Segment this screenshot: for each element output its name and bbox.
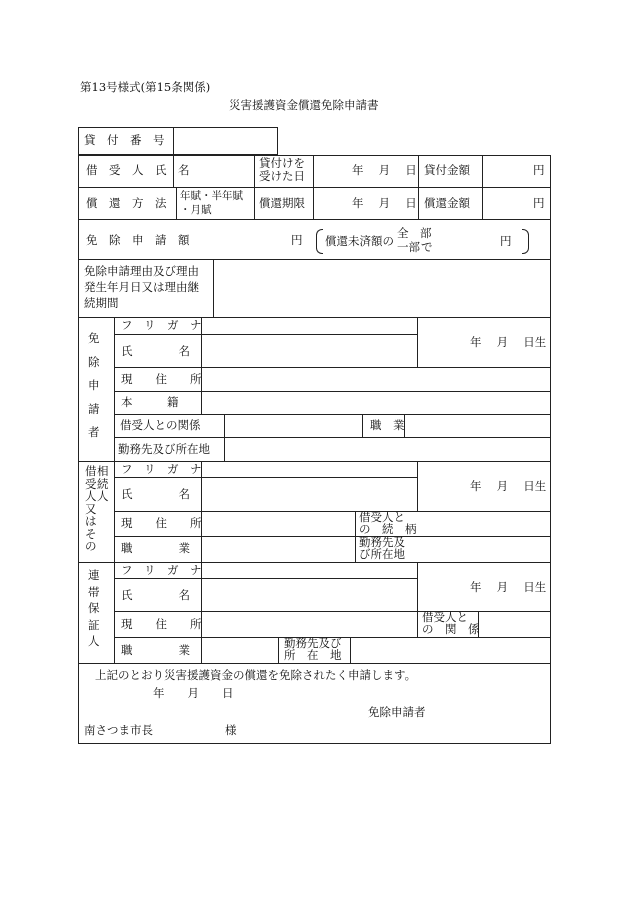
applicant-furigana-label: フ リ ガ ナ [121, 318, 202, 332]
addressee: 南さつま市長 [84, 723, 153, 737]
option-de: で [421, 240, 433, 254]
unpaid-yen: 円 [500, 234, 512, 248]
guarantor-address-label: 現 住 所 [121, 617, 202, 631]
option-part[interactable]: 一部 [397, 240, 420, 254]
borrower-name-field[interactable] [175, 157, 252, 185]
heir-furigana-label: フ リ ガ ナ [121, 462, 202, 476]
guarantor-relation-label-2: の 関 係 [422, 622, 480, 636]
reason-label-line-1: 免除申請理由及び理由 [84, 264, 199, 278]
repay-period-label: 償還期限 [259, 196, 305, 210]
application-statement: 上記のとおり災害援護資金の償還を免除されたく申請します。 [95, 668, 417, 682]
loan-number-field[interactable] [175, 129, 275, 153]
guarantor-furigana-label: フ リ ガ ナ [121, 563, 202, 577]
loan-number-label: 貸 付 番 号 [84, 133, 165, 147]
heir-workplace-label-2: び所在地 [359, 547, 405, 561]
guarantor-group-label: 連 帯 保 証 人 [88, 568, 100, 648]
reason-label-line-3: 続期間 [84, 296, 119, 310]
applicant-signature-label: 免除申請者 [368, 705, 426, 719]
loan-amount-yen: 円 [533, 163, 545, 177]
repay-amount-yen: 円 [533, 196, 545, 210]
loan-date-label-1: 貸付けを [259, 156, 305, 170]
heir-group-label-2: 相 続 人 [97, 464, 109, 503]
guarantor-name-label: 氏 名 [121, 588, 190, 602]
guarantor-occupation-label: 職 業 [121, 643, 190, 657]
heir-relation-label-2: の 続 柄 [359, 522, 417, 536]
heir-group-label: 借 受 人 又 は そ の [85, 464, 97, 553]
applicant-relation-label: 借受人との関係 [120, 418, 201, 432]
loan-date-label-2: 受けた日 [259, 169, 305, 183]
heir-workplace-label-1: 勤務先及 [359, 535, 405, 549]
repay-method-option-1[interactable]: 年賦・半年賦 [180, 190, 243, 202]
applicant-name-label: 氏 名 [121, 344, 190, 358]
repay-amount-field[interactable] [484, 189, 530, 217]
guarantor-workplace-label-2: 所 在 地 [284, 648, 342, 662]
applicant-occupation-label: 職 業 [370, 418, 405, 432]
heir-furigana-field[interactable] [203, 463, 415, 476]
addressee-sama: 様 [225, 723, 237, 737]
borrower-name-label: 借 受 人 氏 名 [86, 163, 190, 177]
loan-date-format: 年 月 日 [352, 163, 417, 177]
applicant-honseki-field[interactable] [203, 393, 549, 413]
applicant-address-label: 現 住 所 [121, 372, 202, 386]
applicant-workplace-label: 勤務先及び所在地 [118, 442, 210, 456]
loan-amount-field[interactable] [484, 157, 530, 185]
unpaid-prefix: 償還未済額の [325, 234, 394, 248]
heir-occupation-label: 職 業 [121, 541, 190, 555]
exemption-amount-yen: 円 [291, 233, 303, 247]
repay-amount-label: 償還金額 [424, 196, 470, 210]
repay-method-label: 償 還 方 法 [86, 196, 167, 210]
heir-address-field[interactable] [203, 513, 353, 535]
guarantor-relation-label-1: 借受人と [422, 610, 468, 624]
guarantor-workplace-label-1: 勤務先及び [284, 636, 342, 650]
right-bracket [522, 229, 529, 254]
heir-address-label: 現 住 所 [121, 516, 202, 530]
reason-field[interactable] [215, 261, 549, 315]
application-date: 年 月 日 [153, 686, 234, 700]
reason-label-line-2: 発生年月日又は理由継 [84, 280, 199, 294]
heir-relation-label-1: 借受人と [359, 510, 405, 524]
repay-method-option-2[interactable]: ・月賦 [180, 204, 212, 216]
applicant-name-field[interactable] [203, 336, 415, 366]
form-title: 災害援護資金償還免除申請書 [229, 98, 379, 112]
option-all[interactable]: 全 部 [397, 226, 432, 240]
applicant-signature-field[interactable] [430, 702, 545, 722]
loan-amount-label: 貸付金額 [424, 163, 470, 177]
applicant-furigana-field[interactable] [203, 319, 415, 333]
guarantor-furigana-field[interactable] [203, 564, 415, 577]
guarantor-name-field[interactable] [203, 580, 415, 610]
guarantor-address-field[interactable] [203, 613, 415, 636]
exemption-amount-label: 免 除 申 請 額 [86, 233, 190, 247]
applicant-address-field[interactable] [203, 369, 549, 390]
repay-period-format: 年 月 日 [352, 196, 417, 210]
heir-name-field[interactable] [203, 479, 415, 510]
form-number: 第13号様式(第15条関係) [80, 80, 211, 94]
heir-name-label: 氏 名 [121, 487, 190, 501]
exemption-amount-field[interactable] [176, 221, 286, 257]
applicant-birth-label: 年 月 日生 [470, 335, 547, 349]
guarantor-birth-label: 年 月 日生 [470, 580, 547, 594]
applicant-honseki-label: 本 籍 [121, 395, 179, 409]
applicant-group-label: 免 除 申 請 者 [88, 331, 100, 439]
heir-birth-label: 年 月 日生 [470, 479, 547, 493]
left-bracket [316, 229, 323, 254]
